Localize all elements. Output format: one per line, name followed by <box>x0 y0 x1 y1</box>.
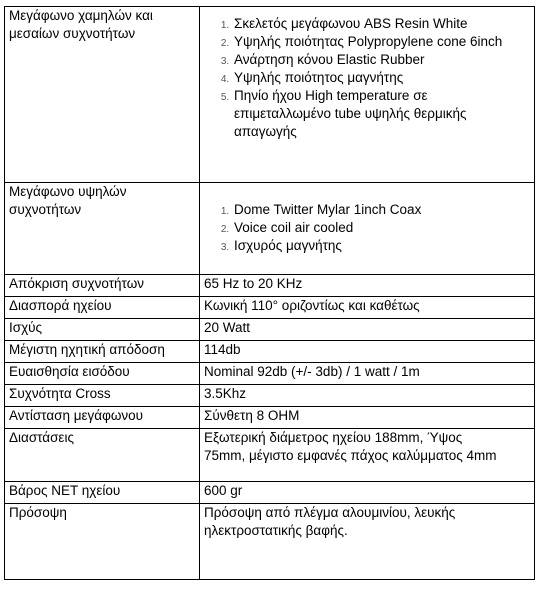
feature-list <box>204 15 530 141</box>
list-item: 4. Υψηλής ποιότητος μαγνήτης <box>232 69 530 87</box>
spec-value: Εξωτερική διάμετρος ηχείου 188mm, Ύψος 75mm, μέγιστο εμφανές πάχος καλύμματος 4mm <box>200 429 535 482</box>
feature-list <box>204 201 530 255</box>
table-row <box>5 482 535 504</box>
spec-value: Nominal 92db (+/- 3db) / 1 watt / 1m <box>200 363 535 385</box>
list-item: 5. Πηνίο ήχου High temperature σε επιμεταλλωμένο tube υψηλής θερμικής απαγωγής <box>232 87 530 141</box>
spec-label: Ισχύς <box>5 319 200 341</box>
list-item: 3. Ανάρτηση κόνου Elastic Rubber <box>232 51 530 69</box>
spec-value <box>200 183 535 275</box>
table-row <box>5 275 535 297</box>
spec-label: Διαστάσεις <box>5 429 200 482</box>
table-row <box>5 429 535 482</box>
spec-value: Κωνική 110° οριζοντίως και καθέτως <box>200 297 535 319</box>
spec-label: Ευαισθησία εισόδου <box>5 363 200 385</box>
spec-label: Συχνότητα Cross <box>5 385 200 407</box>
spec-value: 3.5Khz <box>200 385 535 407</box>
spec-table <box>4 6 535 580</box>
table-row <box>5 319 535 341</box>
table-row <box>5 504 535 580</box>
table-row <box>5 297 535 319</box>
list-item: 2. Voice coil air cooled <box>232 219 530 237</box>
spec-label: Αντίσταση μεγάφωνου <box>5 407 200 429</box>
table-row <box>5 407 535 429</box>
spec-label: Μέγιστη ηχητική απόδοση <box>5 341 200 363</box>
spec-value: 600 gr <box>200 482 535 504</box>
list-item: 3. Ισχυρός μαγνήτης <box>232 237 530 255</box>
table-row <box>5 341 535 363</box>
spec-label: Απόκριση συχνοτήτων <box>5 275 200 297</box>
table-row <box>5 363 535 385</box>
list-item: 1. Dome Twitter Mylar 1inch Coax <box>232 201 530 219</box>
spec-label: Βάρος NET ηχείου <box>5 482 200 504</box>
spec-value: 114db <box>200 341 535 363</box>
table-row <box>5 385 535 407</box>
table-row <box>5 7 535 183</box>
spec-label: Διασπορά ηχείου <box>5 297 200 319</box>
spec-value: Σύνθετη 8 OHM <box>200 407 535 429</box>
spec-label: Μεγάφωνο υψηλών συχνοτήτων <box>5 183 200 275</box>
spec-label: Μεγάφωνο χαμηλών και μεσαίων συχνοτήτων <box>5 7 200 183</box>
list-item: 2. Υψηλής ποιότητας Polypropylene cone 6inch <box>232 33 530 51</box>
list-item: 1. Σκελετός μεγάφωνου ABS Resin White <box>232 15 530 33</box>
table-row <box>5 183 535 275</box>
spec-value: 65 Hz to 20 KHz <box>200 275 535 297</box>
spec-value: 20 Watt <box>200 319 535 341</box>
spec-value: Πρόσοψη από πλέγμα αλουμινίου, λευκής ηλεκτροστατικής βαφής. <box>200 504 535 580</box>
spec-label: Πρόσοψη <box>5 504 200 580</box>
spec-value <box>200 7 535 183</box>
